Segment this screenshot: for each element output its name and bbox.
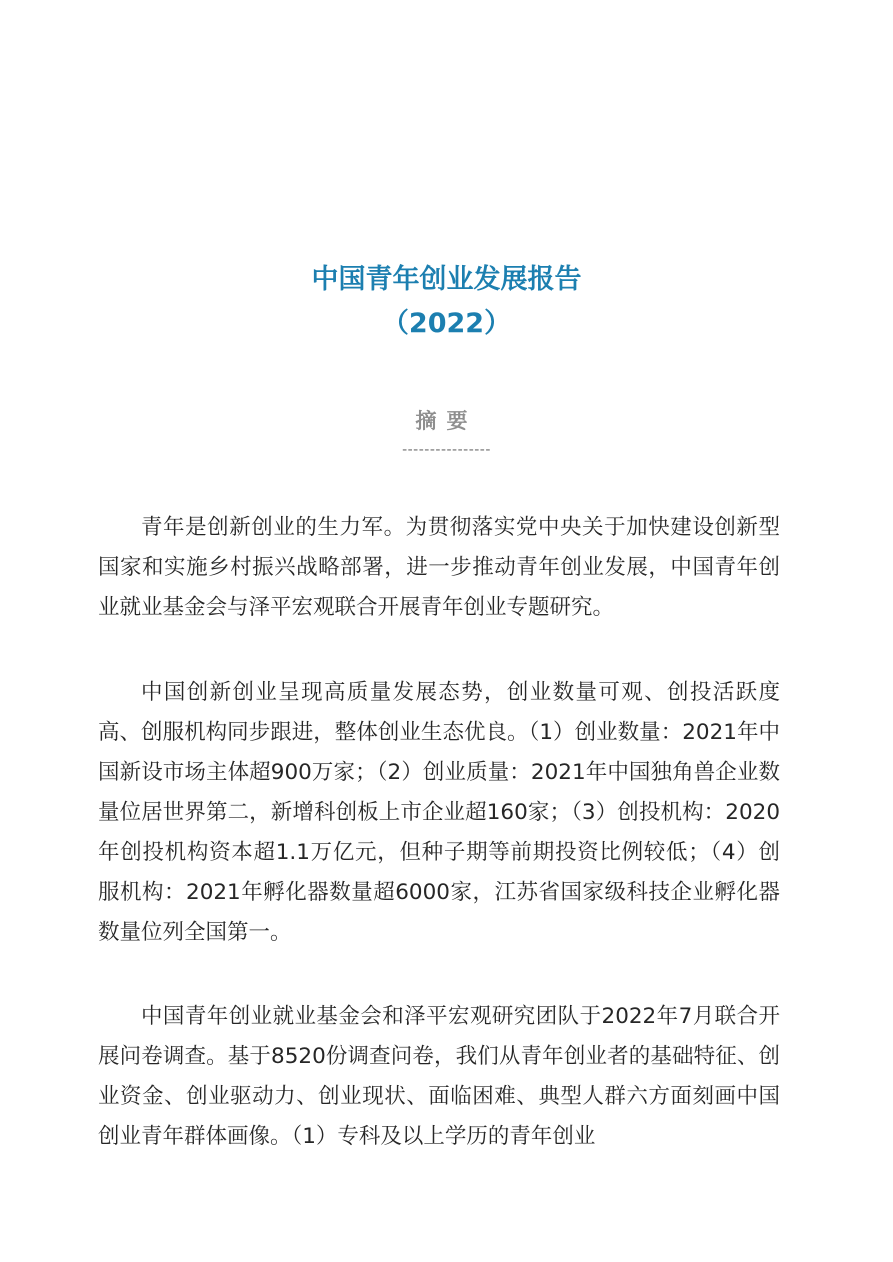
abstract-heading: 摘要 <box>415 409 478 433</box>
paragraph-ecosystem: 中国创新创业呈现高质量发展态势，创业数量可观、创投活跃度高、创服机构同步跟进，整体创业生态优良。（1）创业数量：2021年中国新设市场主体超900万家；（2）创业质量：2021年中国独角兽企业数量位居世界第二，新增科创板上市企业超160家；（3）创投机构：2020年创投机构资本超1.1万亿元，但种子期等前期投资比例较低；（4）创服机构：2021年孵化器数量超6000家，江苏省国家级科技企业孵化器数量位列全国第一。 <box>98 680 780 945</box>
report-title-block <box>0 258 893 346</box>
abstract-divider: ---------------- <box>402 442 491 458</box>
paragraph-survey: 中国青年创业就业基金会和泽平宏观研究团队于2022年7月联合开展问卷调查。基于8520份调查问卷，我们从青年创业者的基础特征、创业资金、创业驱动力、创业现状、面临困难、典型人群六方面刻画中国创业青年群体画像。（1）专科及以上学历的青年创业 <box>98 1004 780 1149</box>
report-year: （2022） <box>381 308 512 339</box>
report-title: 中国青年创业发展报告 <box>311 264 582 295</box>
paragraph-intro: 青年是创新创业的生力军。为贯彻落实党中央关于加快建设创新型国家和实施乡村振兴战略部署，进一步推动青年创业发展，中国青年创业就业基金会与泽平宏观联合开展青年创业专题研究。 <box>98 515 780 620</box>
